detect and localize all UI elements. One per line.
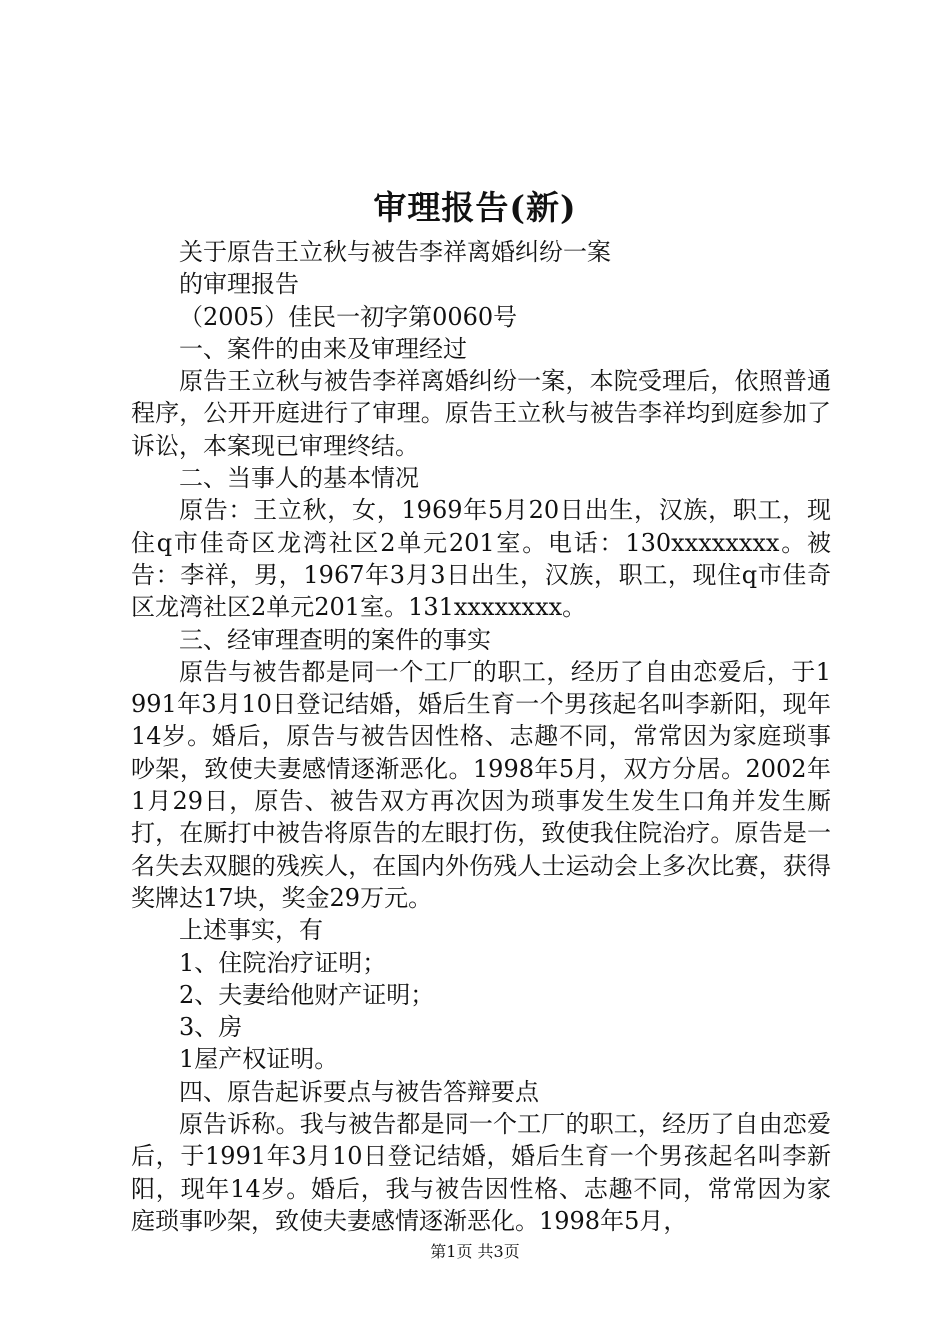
paragraph: 原告：王立秋，女，1969年5月20日出生，汉族，职工，现住q市佳奇区龙湾社区2单元201室。电话：130xxxxxxxx。被告：李祥，男，1967年3月3日出生，汉族，职工，现住q市佳奇区龙湾社区2单元201室。131xxxxxxxx。 bbox=[131, 496, 831, 622]
section-heading-3: 三、经审理查明的案件的事实 bbox=[179, 625, 491, 654]
heading-line-1: 关于原告王立秋与被告李祥离婚纠纷一案 bbox=[179, 238, 611, 266]
list-item: 3、房 bbox=[179, 1013, 243, 1042]
document-body bbox=[131, 236, 831, 1237]
section-heading-4: 四、原告起诉要点与被告答辩要点 bbox=[179, 1077, 539, 1106]
section-heading-1: 一、案件的由来及审理经过 bbox=[179, 334, 467, 363]
list-item: 2、夫妻给他财产证明； bbox=[179, 980, 435, 1009]
list-item: 1屋产权证明。 bbox=[179, 1045, 339, 1074]
paragraph: 原告诉称。我与被告都是同一个工厂的职工，经历了自由恋爱后，于1991年3月10日登记结婚，婚后生育一个男孩起名叫李新阳，现年14岁。婚后，我与被告因性格、志趣不同，常常因为家庭琐事吵架，致使夫妻感情逐渐恶化。1998年5月， bbox=[131, 1110, 831, 1235]
case-number: （2005）佳民一初字第0060号 bbox=[179, 302, 518, 331]
document-title: 审理报告(新) bbox=[373, 188, 577, 227]
paragraph: 原告王立秋与被告李祥离婚纠纷一案，本院受理后，依照普通程序，公开开庭进行了审理。原告王立秋与被告李祥均到庭参加了诉讼，本案现已审理终结。 bbox=[131, 367, 831, 460]
paragraph: 上述事实，有 bbox=[179, 916, 323, 945]
heading-line-2: 的审理报告 bbox=[179, 270, 299, 299]
list-item: 1、住院治疗证明； bbox=[179, 948, 387, 977]
section-heading-2: 二、当事人的基本情况 bbox=[179, 464, 419, 493]
page-footer: 第1页 共3页 bbox=[430, 1242, 520, 1261]
paragraph: 原告与被告都是同一个工厂的职工，经历了自由恋爱后，于1991年3月10日登记结婚，婚后生育一个男孩起名叫李新阳，现年14岁。婚后，原告与被告因性格、志趣不同，常常因为家庭琐事吵架，致使夫妻感情逐渐恶化。1998年5月，双方分居。2002年1月29日，原告、被告双方再次因为琐事发生发生口角并发生厮打，在厮打中被告将原告的左眼打伤，致使我住院治疗。原告是一名失去双腿的残疾人，在国内外伤残人士运动会上多次比赛，获得奖牌达17块，奖金29万元。 bbox=[131, 657, 831, 912]
